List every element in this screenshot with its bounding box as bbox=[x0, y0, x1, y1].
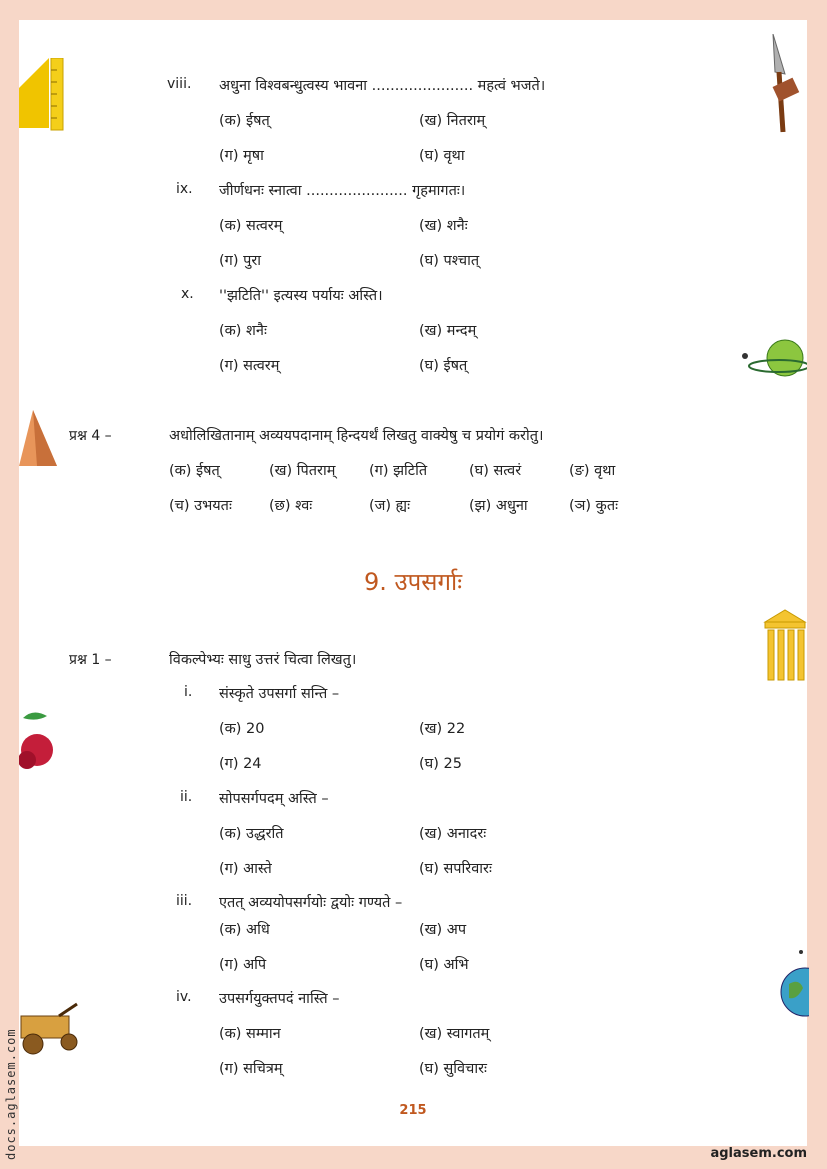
planet-icon bbox=[739, 338, 807, 382]
question-text: उपसर्गयुक्तपदं नास्ति – bbox=[219, 991, 340, 1007]
option: (ग) मृषा bbox=[219, 148, 264, 164]
option: (ग) आस्ते bbox=[219, 861, 272, 877]
option: (ग) 24 bbox=[219, 756, 262, 772]
question-number: ix. bbox=[176, 181, 193, 197]
option: (क) शनैः bbox=[219, 323, 267, 339]
question-number: iii. bbox=[176, 893, 193, 909]
question-text: संस्कृते उपसर्गा सन्ति – bbox=[219, 686, 340, 702]
option: (क) ईषत् bbox=[219, 113, 270, 129]
vehicle-icon bbox=[19, 1002, 85, 1058]
globe-icon bbox=[779, 948, 809, 1020]
question-number: iv. bbox=[176, 989, 192, 1005]
option: (क) अधि bbox=[219, 922, 270, 938]
option: (ज) ह्यः bbox=[369, 498, 411, 514]
question-text: ''झटिति'' इत्यस्य पर्यायः अस्ति। bbox=[219, 288, 383, 304]
option: (ख) अनादरः bbox=[419, 826, 487, 842]
option: (घ) ईषत् bbox=[419, 358, 468, 374]
option: (छ) श्वः bbox=[269, 498, 313, 514]
question-label: प्रश्न 1 – bbox=[69, 652, 112, 668]
option: (ग) अपि bbox=[219, 957, 267, 973]
question-text: जीर्णधनः स्नात्वा ...................... गृहमागतः। bbox=[219, 183, 466, 199]
option: (घ) सुविचारः bbox=[419, 1061, 487, 1077]
question-number: ii. bbox=[180, 789, 193, 805]
question-text: अधुना विश्वबन्धुत्वस्य भावना ...................... महत्वं भजते। bbox=[219, 78, 546, 94]
temple-icon bbox=[761, 608, 807, 686]
option: (ग) झटिति bbox=[369, 463, 428, 479]
option: (ञ) कुतः bbox=[569, 498, 619, 514]
option: (ख) नितराम् bbox=[419, 113, 486, 129]
option: (घ) सपरिवारः bbox=[419, 861, 492, 877]
spear-icon bbox=[767, 34, 807, 134]
option: (क) ईषत् bbox=[169, 463, 220, 479]
option: (ख) स्वागतम् bbox=[419, 1026, 490, 1042]
option: (ग) पुरा bbox=[219, 253, 262, 269]
question-label: प्रश्न 4 – bbox=[69, 428, 112, 444]
option: (घ) 25 bbox=[419, 756, 462, 772]
option: (च) उभयतः bbox=[169, 498, 232, 514]
ruler-icon bbox=[19, 58, 67, 136]
question-number: x. bbox=[181, 286, 194, 302]
option: (ख) पितराम् bbox=[269, 463, 336, 479]
option: (घ) सत्वरं bbox=[469, 463, 522, 479]
option: (घ) अभि bbox=[419, 957, 469, 973]
fruit-icon bbox=[19, 708, 57, 776]
option: (झ) अधुना bbox=[469, 498, 528, 514]
option: (ङ) वृथा bbox=[569, 463, 616, 479]
footer-site: aglasem.com bbox=[710, 1146, 807, 1161]
option: (क) 20 bbox=[219, 721, 265, 737]
option: (क) उद्धरति bbox=[219, 826, 284, 842]
document-page bbox=[19, 20, 807, 1146]
option: (ग) सत्वरम् bbox=[219, 358, 280, 374]
page-number: 215 bbox=[399, 1103, 427, 1118]
question-text: अधोलिखितानाम् अव्ययपदानाम् हिन्दयर्थं लिखतु वाक्येषु च प्रयोगं करोतु। bbox=[169, 428, 544, 444]
question-text: सोपसर्गपदम् अस्ति – bbox=[219, 791, 329, 807]
option: (ख) मन्दम् bbox=[419, 323, 477, 339]
question-number: i. bbox=[184, 684, 193, 700]
option: (ख) 22 bbox=[419, 721, 466, 737]
pyramid-icon bbox=[19, 410, 59, 468]
watermark: docs.aglasem.com bbox=[4, 1028, 18, 1160]
option: (घ) वृथा bbox=[419, 148, 465, 164]
question-text: एतत् अव्ययोपसर्गयोः द्वयोः गण्यते – bbox=[219, 895, 403, 911]
question-text: विकल्पेभ्यः साधु उत्तरं चित्वा लिखतु। bbox=[169, 652, 357, 668]
chapter-title: 9. उपसर्गाः bbox=[363, 568, 463, 596]
option: (ग) सचित्रम् bbox=[219, 1061, 283, 1077]
option: (क) सत्वरम् bbox=[219, 218, 283, 234]
option: (क) सम्मान bbox=[219, 1026, 281, 1042]
option: (घ) पश्चात् bbox=[419, 253, 480, 269]
option: (ख) अप bbox=[419, 922, 467, 938]
option: (ख) शनैः bbox=[419, 218, 468, 234]
question-number: viii. bbox=[167, 76, 192, 92]
